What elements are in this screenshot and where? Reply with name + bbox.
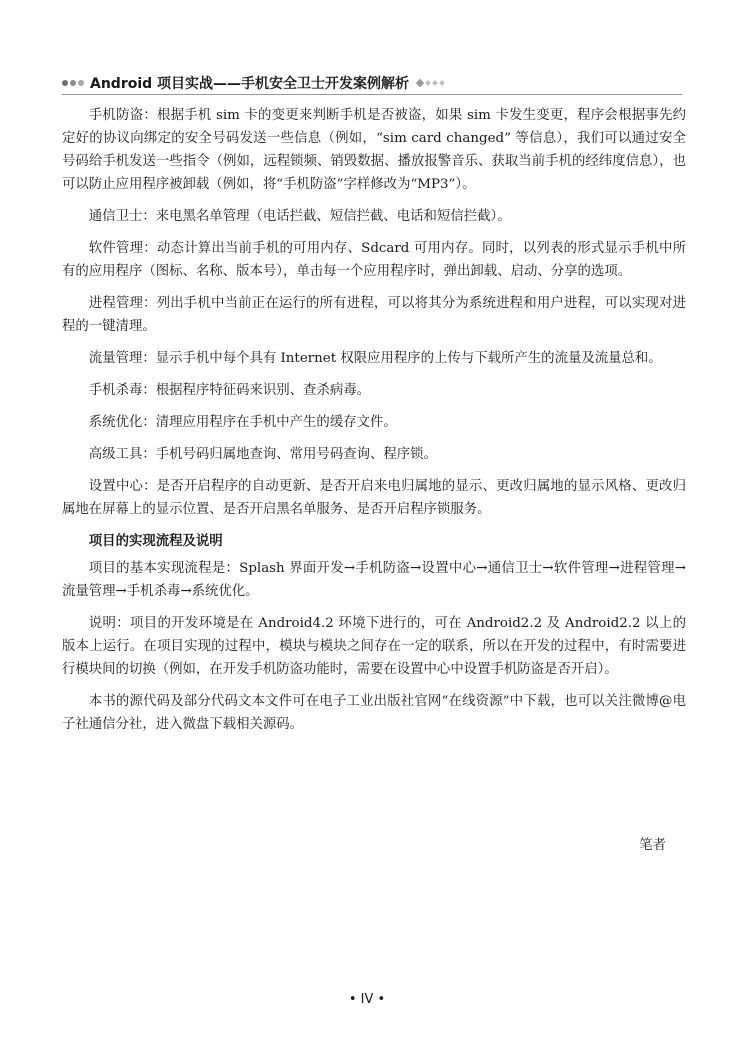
- paragraph-traffic-mgmt: 流量管理：显示手机中每个具有 Internet 权限应用程序的上传与下载所产生的流量及流量总和。: [88, 351, 662, 366]
- paragraph-process-mgmt: 进程管理：列出手机中当前正在运行的所有进程，可以将其分为系统进程和用户进程，可以实现对进程的一键清理。: [62, 296, 686, 334]
- paragraph-source-code: 本书的源代码及部分代码文本文件可在电子工业出版社官网“在线资源”中下载，也可以关注微博@电子社通信分社，进入微盘下载相关源码。: [62, 694, 686, 732]
- paragraph-note: 说明：项目的开发环境是在 Android4.2 环境下进行的，可在 Android2.2 及 Android2.2 以上的版本上运行。在项目实现的过程中，模块与模块之间存在一定的联系，所以在开发的过程中，有时需要进行模块间的切换（例如，在开发手机防盗功能时，需要在设置中心中设置手机防盗是否开启）。: [62, 616, 686, 677]
- paragraph-flow: 项目的基本实现流程是：Splash 界面开发→手机防盗→设置中心→通信卫士→软件管理→进程管理→流量管理→手机杀毒→系统优化。: [62, 561, 686, 599]
- page-body: [62, 104, 686, 745]
- paragraph-antivirus: 手机杀毒：根据程序特征码来识别、查杀病毒。: [88, 383, 370, 398]
- paragraph-anti-theft: 手机防盗：根据手机 sim 卡的变更来判断手机是否被盗，如果 sim 卡发生变更，程序会根据事先约定好的协议向绑定的安全号码发送一些信息（例如，“sim card changed” 等信息），我们可以通过安全号码给手机发送一些指令（例如，远程锁频、销毁数据、播放报警音乐、获取当前手机的经纬度信息），也可以防止应用程序被卸载（例如，将“手机防盗”字样修改为“MP3”）。: [62, 108, 686, 192]
- author-signature: 笔者: [639, 838, 666, 853]
- running-header: [62, 72, 682, 95]
- page-number: • IV •: [348, 992, 386, 1007]
- paragraph-system-optimize: 系统优化：清理应用程序在手机中产生的缓存文件。: [88, 415, 397, 430]
- paragraph-settings-center: 设置中心：是否开启程序的自动更新、是否开启来电归属地的显示、更改归属地的显示风格、更改归属地在屏幕上的显示位置、是否开启黑名单服务、是否开启程序锁服务。: [62, 479, 686, 517]
- header-tail-ornament-icon: [417, 80, 444, 86]
- header-ornament-icon: [62, 80, 84, 86]
- section-heading: 项目的实现流程及说明: [88, 534, 223, 549]
- header-title: Android 项目实战——手机安全卫士开发案例解析: [90, 76, 410, 92]
- paragraph-comm-guard: 通信卫士：来电黑名单管理（电话拦截、短信拦截、电话和短信拦截）。: [88, 209, 511, 224]
- paragraph-software-mgmt: 软件管理：动态计算出当前手机的可用内存、Sdcard 可用内存。同时，以列表的形式显示手机中所有的应用程序（图标、名称、版本号），单击每一个应用程序时，弹出卸载、启动、分享的选项。: [62, 241, 686, 279]
- paragraph-advanced-tools: 高级工具：手机号码归属地查询、常用号码查询、程序锁。: [88, 447, 437, 462]
